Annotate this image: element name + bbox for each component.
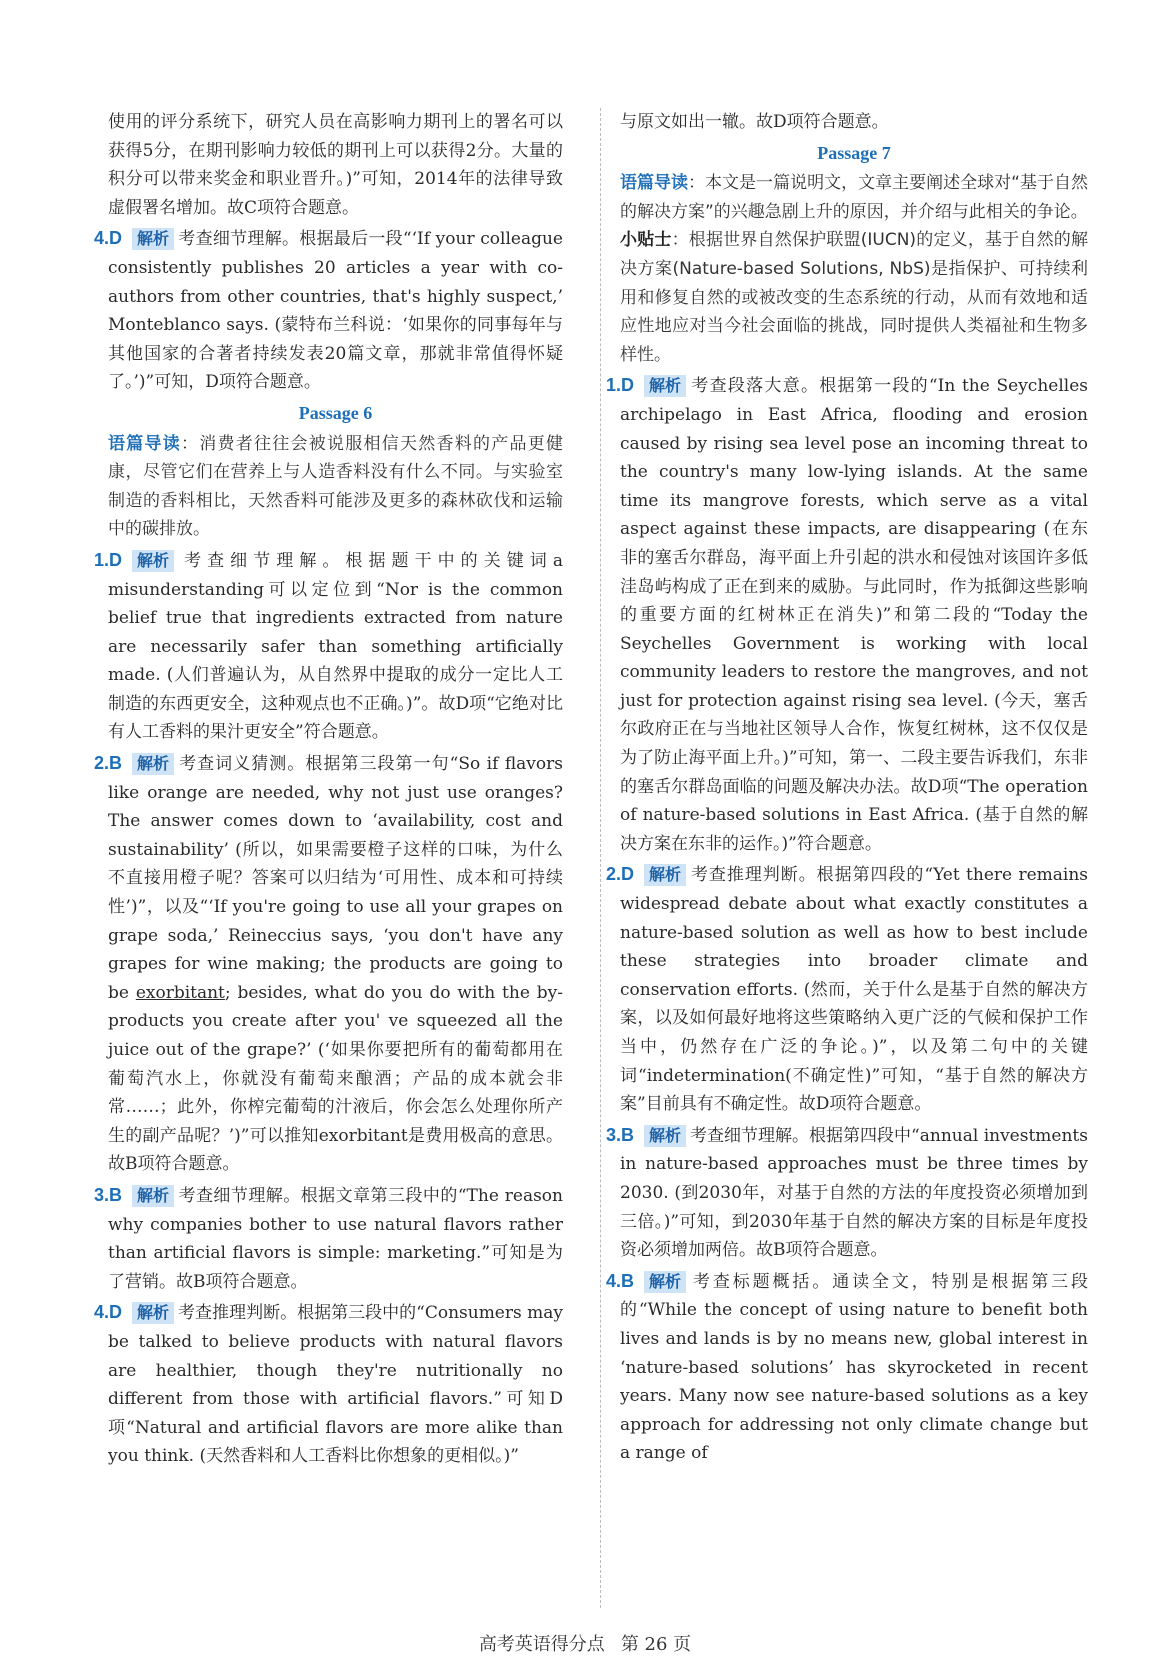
answer-number: 4.B xyxy=(606,1270,635,1291)
tip-text: ：根据世界自然保护联盟(IUCN)的定义，基于自然的解决方案(Nature-based Solutions, NbS)是指保护、可持续利用和修复自然的或被改变的生态系统的行动，从而有效地和适应性地应对当今社会面临的挑战，同时提供人类福祉和生物多样性。 xyxy=(620,230,1089,365)
analysis-tag: 解析 xyxy=(644,864,686,886)
tip-label: 小贴士 xyxy=(620,230,672,251)
answer-text: 考查推理判断。根据第四段的“Yet there remains widespread debate about what exactly constitutes a nature-based solution as well as how to best include these strategies into broader climate and conservation efforts. (然而，关于什么是基于自然的解决方案，以及如何最好地将这些策略纳入更广泛的气候和保护工作当中，仍然存在广泛的争论。)”，以及第二句中的关键词“indetermination(不确定性)”可知，“基于自然的解决方案”目前具有不确定性。故D项符合题意。 xyxy=(620,865,1088,1115)
answer-item xyxy=(606,1121,1088,1265)
left-column xyxy=(94,108,563,1471)
answer-item xyxy=(94,749,563,1179)
analysis-tag: 解析 xyxy=(132,1302,174,1324)
answer-number: 4.D xyxy=(94,1302,123,1323)
analysis-tag: 解析 xyxy=(132,228,174,250)
underlined-word: exorbitant xyxy=(135,982,225,1003)
page-footer xyxy=(0,1630,1170,1656)
analysis-tag: 解析 xyxy=(132,550,174,572)
reading-guide-text: ：本文是一篇说明文，文章主要阐述全球对“基于自然的解决方案”的兴趣急剧上升的原因，并介绍与此相关的争论。 xyxy=(620,173,1088,222)
analysis-tag: 解析 xyxy=(644,1125,686,1147)
page-number: 第 26 页 xyxy=(620,1634,692,1655)
answer-number: 1.D xyxy=(606,375,635,396)
left-continuation: 使用的评分系统下，研究人员在高影响力期刊上的署名可以获得5分，在期刊影响力较低的期刊上可以获得2分。大量的积分可以带来奖金和职业晋升。)”可知，2014年的法律导致虚假署名增加。故C项符合题意。 xyxy=(108,112,563,218)
answer-item xyxy=(94,1181,563,1296)
answer-number: 4.D xyxy=(94,228,123,249)
column-divider xyxy=(600,108,601,1608)
answer-item xyxy=(94,546,563,747)
answer-text: 考查词义猜测。根据第三段第一句“So if flavors like orange are needed, why not just use oranges? The answer comes down to ‘availability, cost and sustainability’ (所以，如果需要橙子这样的口味，为什么不直接用橙子呢？答案可以归结为‘可用性、成本和可持续性’)”，以及“‘If you're going to use all your grapes on grape soda,’ Reineccius says, ‘you don't have any grapes for wine making; the products are going to be xyxy=(108,754,563,1003)
right-column xyxy=(606,108,1089,1468)
reading-guide-label: 语篇导读 xyxy=(620,173,689,194)
answer-number: 3.B xyxy=(94,1184,123,1205)
answer-item xyxy=(606,371,1088,858)
answer-number: 3.B xyxy=(606,1124,635,1145)
reading-guide-label: 语篇导读 xyxy=(108,433,181,454)
analysis-tag: 解析 xyxy=(132,1185,174,1207)
analysis-tag: 解析 xyxy=(644,375,686,397)
passage-title: Passage 7 xyxy=(817,142,891,163)
answer-item xyxy=(606,1267,1088,1468)
analysis-tag: 解析 xyxy=(132,753,174,775)
reading-guide xyxy=(108,430,563,544)
analysis-tag: 解析 xyxy=(644,1271,686,1293)
answer-number: 1.D xyxy=(94,549,123,570)
tip-box xyxy=(620,226,1088,369)
answer-text: 考查标题概括。通读全文，特别是根据第三段的“While the concept of using nature to benefit both lives and lands is by no means new, global interest in ‘nature-based solutions’ has skyrocketed in recent years. Many now see nature-based solutions as a key approach for addressing not only climate change but a range of xyxy=(620,1271,1088,1464)
answer-text: ; besides, what do you do with the by-products you create after you' ve squeezed all the juice out of the grape?’ (‘如果你要把所有的葡萄都用在葡萄汽水上，你就没有葡萄来酿酒；产品的成本就会非常……；此外，你榨完葡萄的汁液后，你会怎么处理你所产生的副产品呢？’)”可以推知exorbitant是费用极高的意思。故B项符合题意。 xyxy=(108,982,563,1175)
answer-item xyxy=(94,224,563,397)
answer-text: 考查细节理解。根据题干中的关键词a misunderstanding可以定位到“Nor is the common belief true that ingredients extracted from nature are necessarily safer than something artificially made. (人们普遍认为，从自然界中提取的成分一定比人工制造的东西更安全，这种观点也不正确。)”。故D项“它绝对比有人工香料的果汁更安全”符合题意。 xyxy=(108,550,563,743)
answer-text: 考查细节理解。根据第四段中“annual investments in nature-based approaches must be three times by 2030. (到2030年，对基于自然的方法的年度投资必须增加到三倍。)”可知，到2030年基于自然的解决方案的目标是年度投资必须增加两倍。故B项符合题意。 xyxy=(620,1125,1088,1261)
answer-text: 考查细节理解。根据最后一段“‘If your colleague consistently publishes 20 articles a year with co-authors from other countries, that's highly suspect,’ Monteblanco says. (蒙特布兰科说：‘如果你的同事每年与其他国家的合著者持续发表20篇文章，那就非常值得怀疑了。’)”可知，D项符合题意。 xyxy=(108,229,563,393)
answer-text: 考查细节理解。根据文章第三段中的“The reason why companies bother to use natural flavors rather than artificial flavors is simple: marketing.”可知是为了营销。故B项符合题意。 xyxy=(108,1185,563,1292)
right-continuation: 与原文如出一辙。故D项符合题意。 xyxy=(620,112,889,132)
answer-item xyxy=(94,1298,563,1471)
passage-title: Passage 6 xyxy=(298,402,373,423)
book-title: 高考英语得分点 xyxy=(478,1634,605,1655)
answer-number: 2.B xyxy=(94,753,123,774)
answer-text: 考查段落大意。根据第一段的“In the Seychelles archipelago in East Africa, flooding and erosion caused by rising sea level pose an incoming threat to the country's many low-lying islands. At the same time its mangrove forests, which serve as a vital aspect against these impacts, are disappearing (在东非的塞舌尔群岛，海平面上升引起的洪水和侵蚀对该国许多低洼岛屿构成了正在到来的威胁。与此同时，作为抵御这些影响的重要方面的红树林正在消失)”和第二段的“Today the Seychelles Government is working with local community leaders to restore the mangroves, and not just for protection against rising sea level. (今天，塞舌尔政府正在与当地社区领导人合作，恢复红树林，这不仅仅是为了防止海平面上升。)”可知，第一、二段主要告诉我们，东非的塞舌尔群岛面临的问题及解决办法。故D项“The operation of nature-based solutions in East Africa. (基于自然的解决方案在东非的运作。)”符合题意。 xyxy=(620,376,1088,854)
answer-item xyxy=(606,860,1088,1118)
reading-guide-text: ：消费者往往会被说服相信天然香料的产品更健康，尽管它们在营养上与人造香料没有什么不同。与实验室制造的香料相比，天然香料可能涉及更多的森林砍伐和运输中的碳排放。 xyxy=(108,433,563,540)
reading-guide xyxy=(620,169,1088,226)
answer-text: 考查推理判断。根据第三段中的“Consumers may be talked to believe products with natural flavors are healthier, though they're nutritionally no different from those with artificial flavors.”可知D项“Natural and artificial flavors are more alike than you think. (天然香料和人工香料比你想象的更相似。)” xyxy=(108,1303,563,1467)
answer-number: 2.D xyxy=(606,864,635,885)
